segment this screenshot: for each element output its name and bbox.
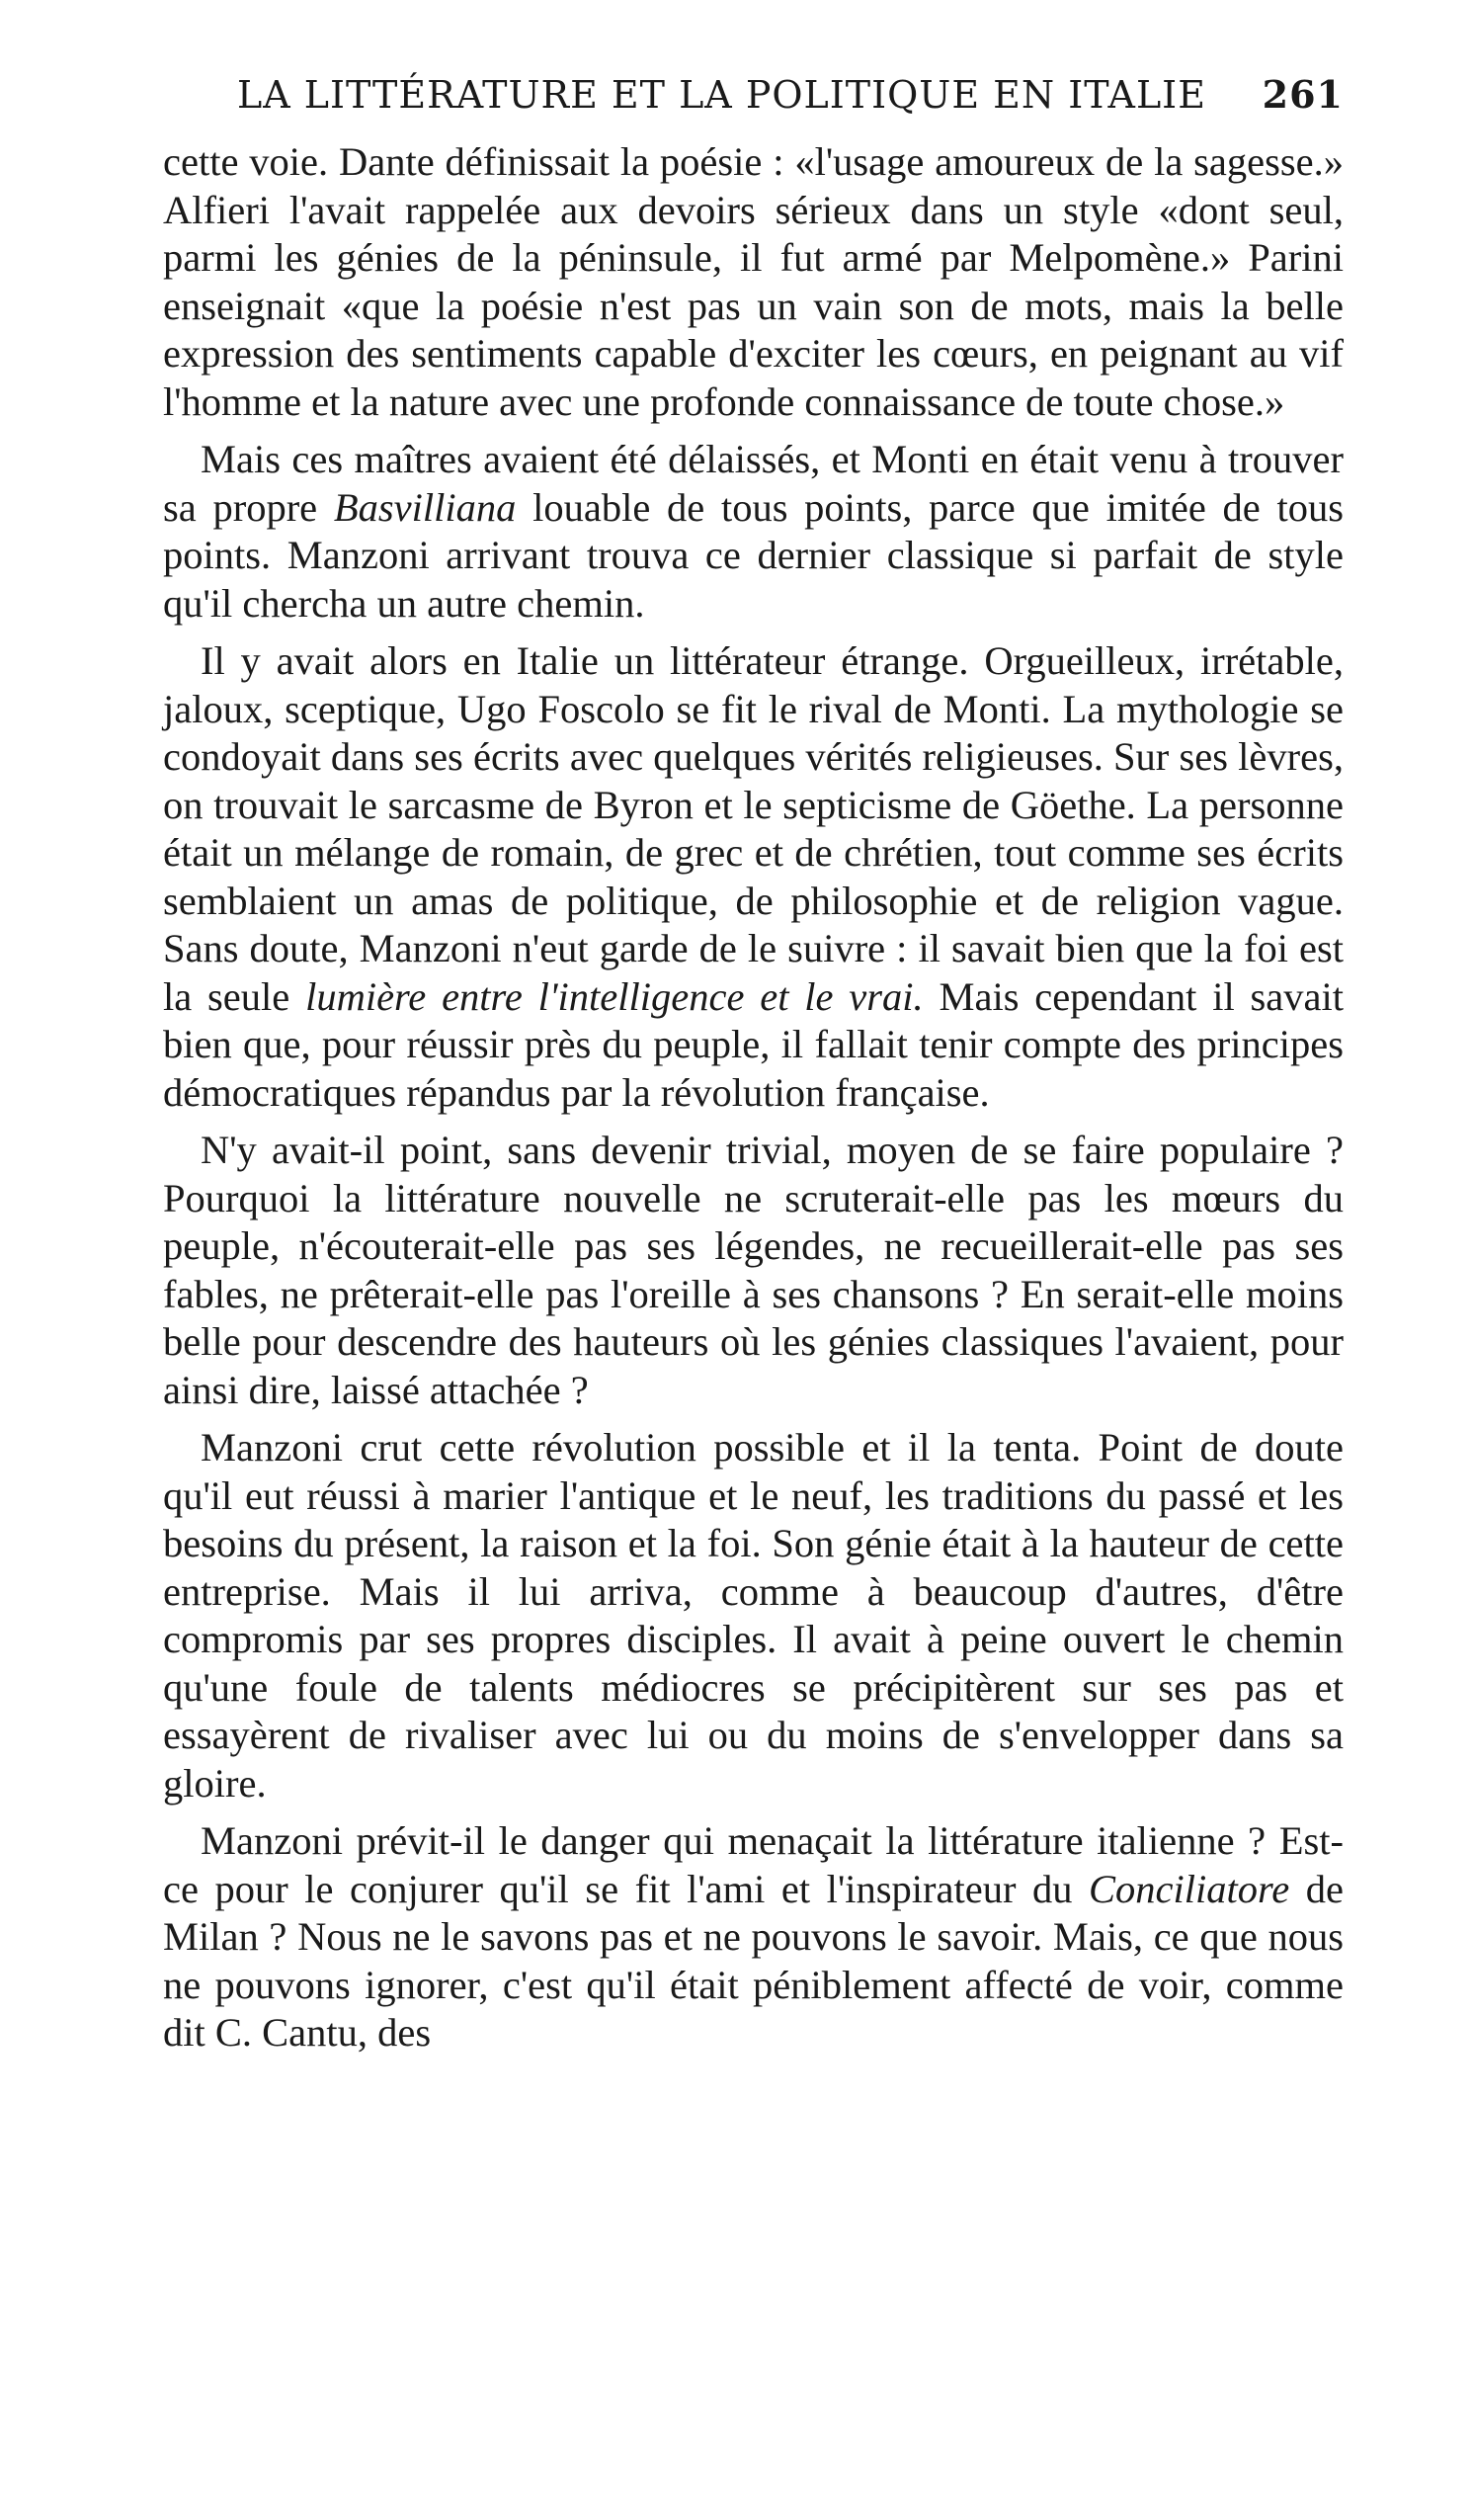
paragraph-1: cette voie. Dante définissait la poésie : «l'usage amoureux de la sagesse.» Alfieri l'avait rappelée aux devoirs sérieux dans un style «dont seul, parmi les génies de la péninsule, il fut armé par Melpomène.» Parini enseignait «que la poésie n'est pas un vain son de mots, mais la belle expression des sentiments capable d'exciter les cœurs, en peignant au vif l'homme et la nature avec une profonde connaissance de toute chose.» — [163, 139, 1344, 424]
work-title-basvilliana: Basvilliana — [333, 484, 517, 530]
paragraph-2-text-before: Mais ces maîtres avaient été délaissés, et Monti en était venu à trouver sa propre — [163, 437, 1344, 530]
paragraph-6-text-before: Manzoni prévit-il le danger qui menaçait la littérature italienne ? Est-ce pour le conjurer qu'il se fit l'ami et l'inspirateur du — [163, 1818, 1344, 1911]
running-title: LA LITTÉRATURE ET LA POLITIQUE EN ITALIE — [237, 73, 1206, 117]
page-number: 261 — [1262, 72, 1344, 117]
body-text — [163, 138, 1344, 2067]
paragraph-2 — [163, 436, 1344, 628]
paragraph-2-text-after: louable de tous points, parce que imitée de tous points. Manzoni arrivant trouva ce dernier classique si parfait de style qu'il chercha un autre chemin. — [163, 484, 1344, 626]
paragraph-3-text-after: Mais cependant il savait bien que, pour réussir près du peuple, il fallait tenir compte des principes démocratiques répandus par la révolution française. — [163, 973, 1345, 1115]
paragraph-6-text-after: de Milan ? Nous ne le savons pas et ne pouvons le savoir. Mais, ce que nous ne pouvons ignorer, c'est qu'il était péniblement affecté de voir, comme dit C. Cantu, des — [163, 1866, 1345, 2055]
paragraph-4: N'y avait-il point, sans devenir trivial, moyen de se faire populaire ? Pourquoi la littérature nouvelle ne scruterait-elle pas les mœurs du peuple, n'écouterait-elle pas ses légendes, ne recueillerait-elle pas ses fables, ne prêterait-elle pas l'oreille à ses chansons ? En serait-elle moins belle pour descendre des hauteurs où les génies classiques l'avaient, pour ainsi dire, laissé attachée ? — [163, 1128, 1344, 1412]
paragraph-6 — [163, 1817, 1344, 2058]
paragraph-5: Manzoni crut cette révolution possible et il la tenta. Point de doute qu'il eut réussi à marier l'antique et le neuf, les traditions du passé et les besoins du présent, la raison et la foi. Son génie était à la hauteur de cette entreprise. Mais il lui arriva, comme à beaucoup d'autres, d'être compromis par ses propres disciples. Il avait à peine ouvert le chemin qu'une foule de talents médiocres se précipitèrent sur ses pas et essayèrent de rivaliser avec lui ou du moins de s'envelopper dans sa gloire. — [163, 1425, 1344, 1806]
italic-quotation: lumière entre l'intelligence et le vrai. — [305, 973, 924, 1019]
running-header — [237, 65, 1344, 125]
paragraph-3-text-before: Il y avait alors en Italie un littérateur étrange. Orgueilleux, irrétable, jaloux, sceptique, Ugo Foscolo se fit le rival de Monti. La mythologie se condoyait dans ses écrits avec quelques vérités religieuses. Sur ses lèvres, on trouvait le sarcasme de Byron et le septicisme de Göethe. La personne était un mélange de romain, de grec et de chrétien, tout comme ses écrits semblaient un amas de politique, de philosophie et de religion vague. Sans doute, Manzoni n'eut garde de le suivre : il savait bien que la foi est la seule — [163, 638, 1344, 1019]
paragraph-3 — [163, 637, 1344, 1117]
work-title-conciliatore: Conciliatore — [1089, 1866, 1290, 1911]
